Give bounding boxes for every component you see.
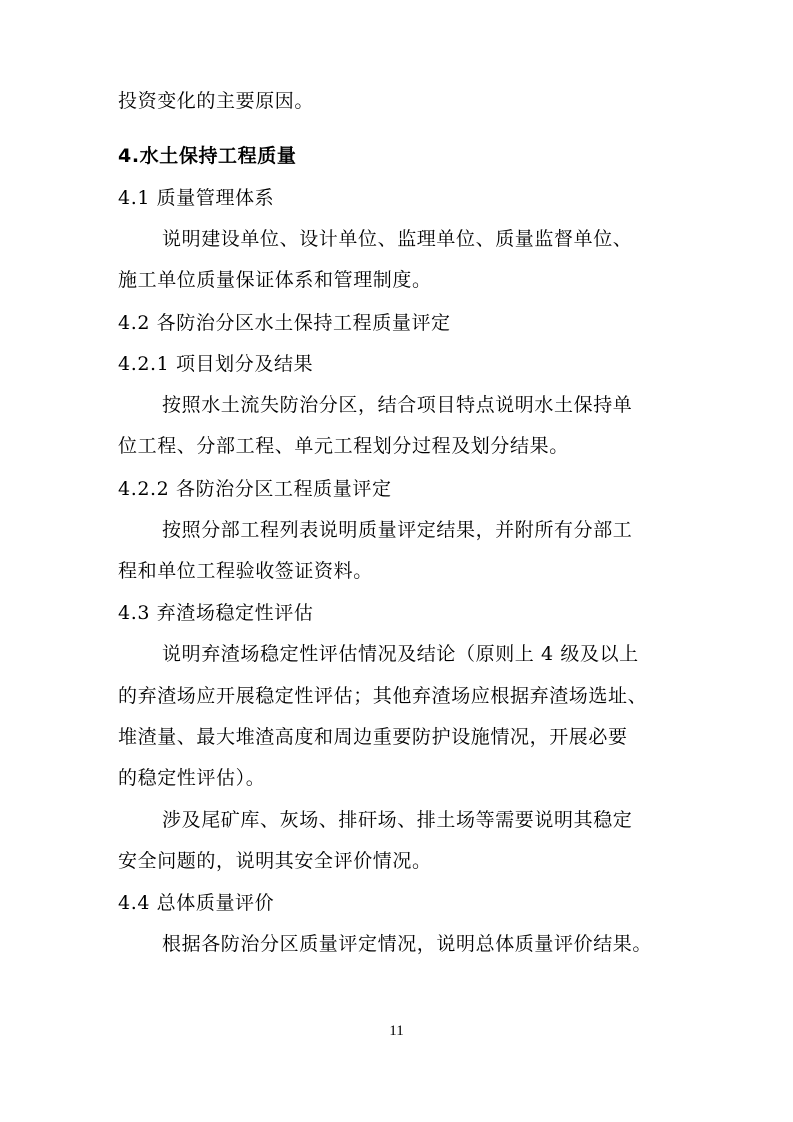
body-text-line: 位工程、分部工程、单元工程划分过程及划分结果。 xyxy=(118,435,569,457)
body-text-line: 的稳定性评估）。 xyxy=(118,767,266,789)
body-text-line: 程和单位工程验收签证资料。 xyxy=(118,560,373,582)
subsubsection-heading: 4.2.2 各防治分区工程质量评定 xyxy=(118,478,392,500)
body-text-line: 堆渣量、最大堆渣高度和周边重要防护设施情况，开展必要 xyxy=(118,726,628,748)
subsection-heading: 4.3 弃渣场稳定性评估 xyxy=(118,602,314,624)
subsection-heading: 4.2 各防治分区水土保持工程质量评定 xyxy=(118,312,451,334)
body-text-line: 按照分部工程列表说明质量评定结果，并附所有分部工 xyxy=(162,519,633,541)
subsection-heading: 4.1 质量管理体系 xyxy=(118,187,275,209)
body-text-line: 按照水土流失防治分区，结合项目特点说明水土保持单 xyxy=(162,394,633,416)
body-text-line: 说明弃渣场稳定性评估情况及结论（原则上 4 级及以上 xyxy=(162,643,639,665)
body-text-line: 投资变化的主要原因。 xyxy=(118,90,315,112)
body-text-line: 涉及尾矿库、灰场、排矸场、排土场等需要说明其稳定 xyxy=(162,809,633,831)
subsubsection-heading: 4.2.1 项目划分及结果 xyxy=(118,353,314,375)
subsection-heading: 4.4 总体质量评价 xyxy=(118,892,275,914)
body-text-line: 安全问题的，说明其安全评价情况。 xyxy=(118,850,432,872)
page-number: 11 xyxy=(389,1023,404,1039)
body-text-line: 施工单位质量保证体系和管理制度。 xyxy=(118,269,432,291)
body-text-line: 说明建设单位、设计单位、监理单位、质量监督单位、 xyxy=(162,228,633,250)
section-heading: 4.水土保持工程质量 xyxy=(118,145,297,167)
body-text-line: 根据各防治分区质量评定情况，说明总体质量评价结果。 xyxy=(162,933,653,955)
body-text-line: 的弃渣场应开展稳定性评估；其他弃渣场应根据弃渣场选址、 xyxy=(118,685,648,707)
